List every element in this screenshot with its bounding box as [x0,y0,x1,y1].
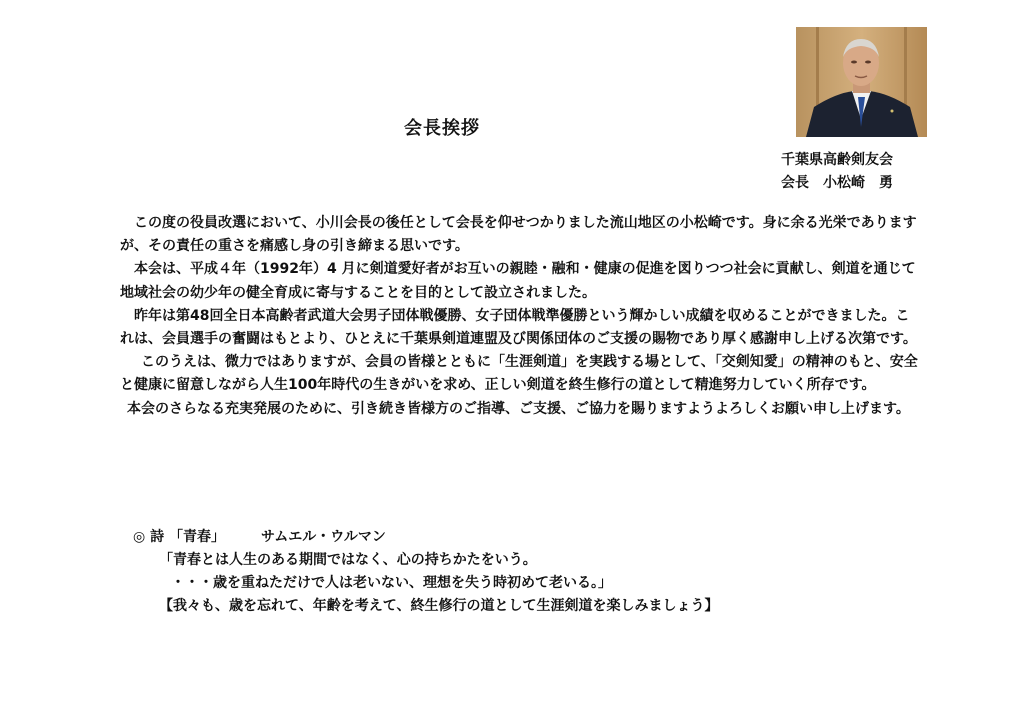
president-name: 会長 小松崎 勇 [781,175,893,191]
page-title: 会長挨拶 [404,118,480,139]
poem-poet: サムエル・ウルマン [260,529,386,545]
paragraph: 昨年は第48回全日本高齢者武道大会男子団体戦優勝、女子団体戦準優勝という輝かしい成績を収めることができました。これは、会員選手の奮闘はもとより、ひとえに千葉県剣道連盟及び関係団体のご支援の賜物であり厚く感謝申し上げる次第です。 [120,307,917,348]
paragraph: 本会は、平成４年（1992年）4 月に剣道愛好者がお互いの親睦・融和・健康の促進を図りつつ社会に貢献し、剣道を通じて地域社会の幼少年の健全育成に寄与することを目的として設立されました。 [120,261,916,301]
poem-heading-line [133,526,718,549]
poem-section [133,526,718,618]
poem-heading: ◎ 詩 「青春」 [133,529,225,545]
organization-name: 千葉県高齢剣友会 [781,152,893,168]
portrait-image [796,27,927,137]
president-portrait [796,27,927,137]
message-body [120,212,922,421]
poem-line-3: 【我々も、歳を忘れて、年齢を考えて、終生修行の道として生涯剣道を楽しみましょう】 [159,598,719,614]
paragraph: このうえは、微力ではありますが、会員の皆様とともに「生涯剣道」を実践する場として、「交剣知愛」の精神のもと、安全と健康に留意しながら人生100年時代の生きがいを求め、正しい剣道を終生修行の道として精進努力していく所存です。 [120,354,918,394]
paragraph: 本会のさらなる充実発展のために、引き続き皆様方のご指導、ご支援、ご協力を賜りますようよろしくお願い申し上げます。 [127,400,910,417]
poem-line-1: 「青春とは人生のある期間ではなく、心の持ちかたをいう。 [159,552,537,568]
paragraph: この度の役員改選において、小川会長の後任として会長を仰せつかりました流山地区の小松崎です。身に余る光栄でありますが、その責任の重さを痛感し身の引き締まる思いです。 [120,215,917,255]
poem-line-2: ・・・歳を重ねただけで人は老いない、理想を失う時初めて老いる。」 [171,575,612,591]
author-block [781,149,893,195]
